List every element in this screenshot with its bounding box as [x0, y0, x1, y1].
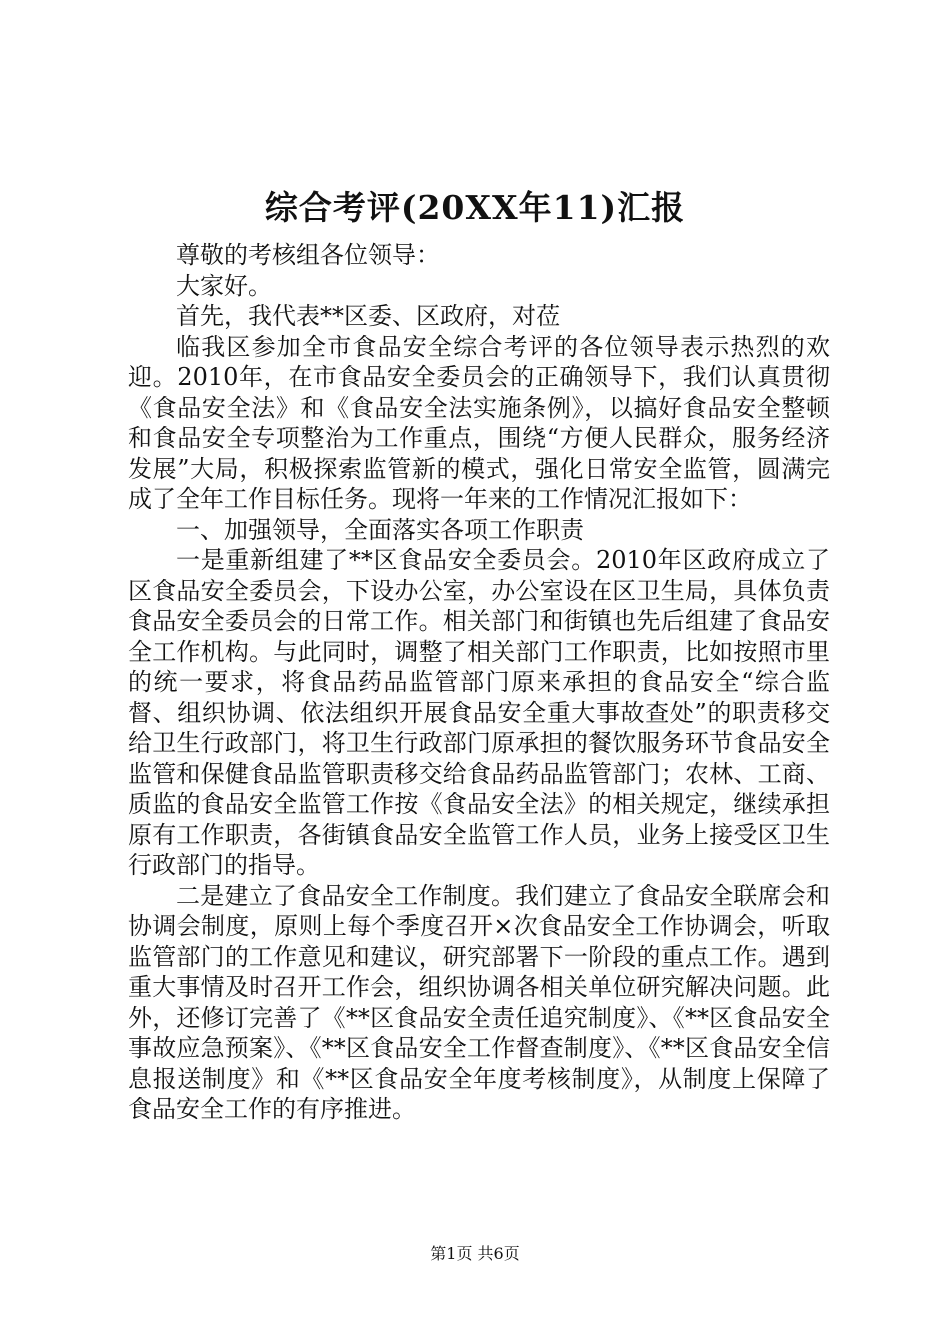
paragraph-system: 二是建立了食品安全工作制度。我们建立了食品安全联席会和协调会制度，原则上每个季度召开×次食品安全工作协调会，听取监管部门的工作意见和建议，研究部署下一阶段的重点工作。遇到重大事情及时召开工作会，组织协调各相关单位研究解决问题。此外，还修订完善了《**区食品安全责任追究制度》、《**区食品安全事故应急预案》、《**区食品安全工作督查制度》、《**区食品安全信息报送制度》和《**区食品安全年度考核制度》，从制度上保障了食品安全工作的有序推进。: [128, 881, 830, 1123]
paragraph-opening: 首先，我代表**区委、区政府，对莅: [176, 302, 560, 330]
section-heading-1: 一、加强领导，全面落实各项工作职责: [176, 515, 584, 544]
paragraph-committee: 一是重新组建了**区食品安全委员会。2010年区政府成立了区食品安全委员会，下设办公室，办公室设在区卫生局，具体负责食品安全委员会的日常工作。相关部门和街镇也先后组建了食品安全工作机构。与此同时，调整了相关部门工作职责，比如按照市里的统一要求，将食品药品监管部门原来承担的食品安全“综合监督、组织协调、依法组织开展食品安全重大事故查处”的职责移交给卫生行政部门，将卫生行政部门原承担的餐饮服务环节食品安全监管和保健食品监管职责移交给食品药品监管部门；农林、工商、质监的食品安全监管工作按《食品安全法》的相关规定，继续承担原有工作职责，各街镇食品安全监管工作人员，业务上接受区卫生行政部门的指导。: [128, 546, 830, 879]
document-body: [128, 240, 830, 1125]
document-title: 综合考评(20XX年11)汇报: [264, 188, 686, 227]
page-number: 第1页 共6页: [430, 1244, 520, 1263]
paragraph-welcome: 临我区参加全市食品安全综合考评的各位领导表示热烈的欢迎。2010年，在市食品安全委员会的正确领导下，我们认真贯彻《食品安全法》和《食品安全法实施条例》，以搞好食品安全整顿和食品安全专项整治为工作重点，围绕“方便人民群众，服务经济发展”大局，积极探索监管新的模式，强化日常安全监管，圆满完成了全年工作目标任务。现将一年来的工作情况汇报如下：: [128, 332, 830, 513]
greeting: 大家好。: [176, 271, 272, 300]
salutation: 尊敬的考核组各位领导：: [176, 241, 440, 269]
